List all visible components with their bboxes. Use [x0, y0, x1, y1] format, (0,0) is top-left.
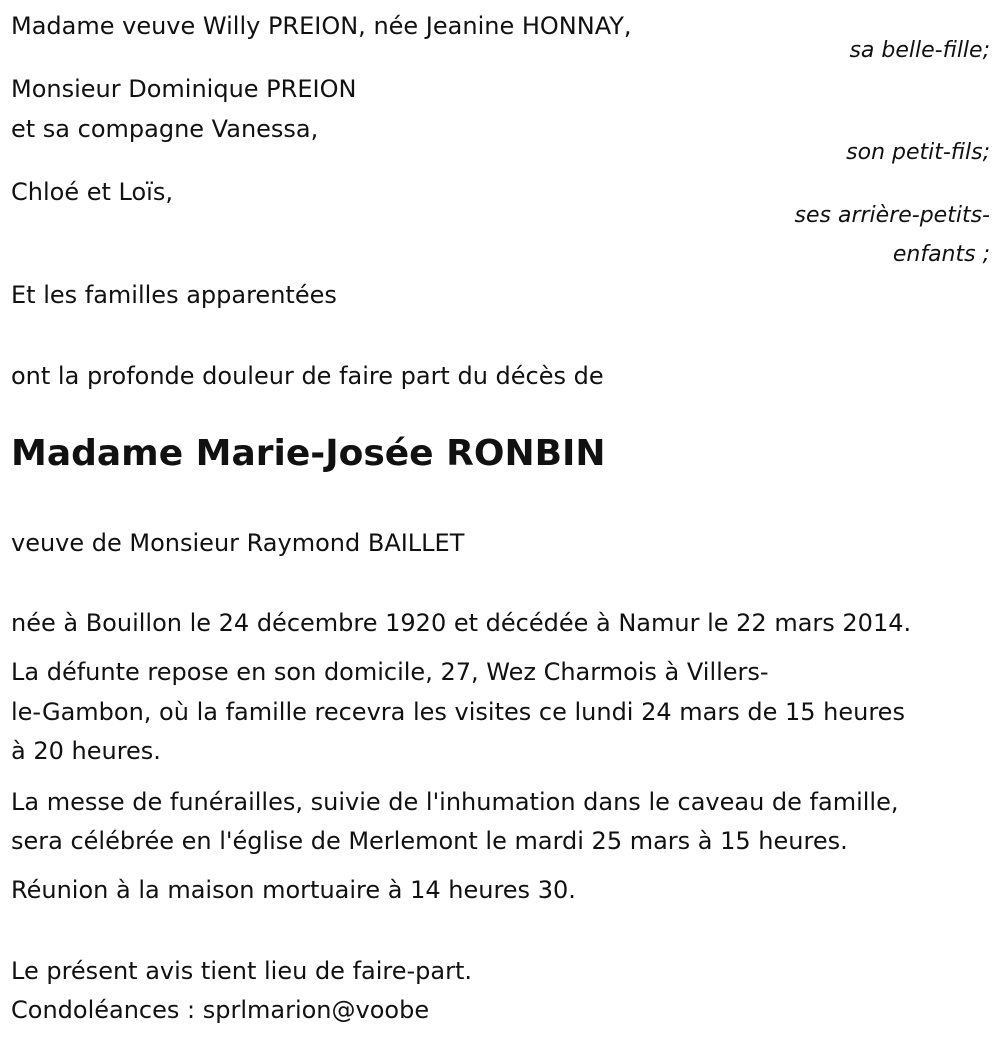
- repose-line-3: à 20 heures.: [11, 737, 161, 765]
- family-line-3: et sa compagne Vanessa,: [11, 115, 319, 143]
- family-line-5: Et les familles apparentées: [11, 281, 337, 309]
- family-line-1: Madame veuve Willy PREION, née Jeanine HONNAY,: [11, 12, 632, 40]
- relation-arriere-petits-enfants-1: ses arrière-petits-: [794, 203, 990, 228]
- mass-line-2: sera célébrée en l'église de Merlemont le mardi 25 mars à 15 heures.: [11, 827, 848, 855]
- announcement-text: ont la profonde douleur de faire part du décès de: [11, 362, 604, 390]
- birth-death-text: née à Bouillon le 24 décembre 1920 et décédée à Namur le 22 mars 2014.: [11, 609, 912, 637]
- mass-line-1: La messe de funérailles, suivie de l'inhumation dans le caveau de famille,: [11, 788, 899, 816]
- repose-line-1: La défunte repose en son domicile, 27, Wez Charmois à Villers-: [11, 658, 769, 686]
- widow-of-text: veuve de Monsieur Raymond BAILLET: [11, 529, 465, 557]
- deceased-name: Madame Marie-Josée RONBIN: [11, 433, 606, 474]
- notice-text: Le présent avis tient lieu de faire-part.: [11, 957, 473, 985]
- relation-arriere-petits-enfants-2: enfants ;: [892, 242, 990, 267]
- relation-belle-fille: sa belle-fille;: [849, 38, 990, 63]
- meeting-text: Réunion à la maison mortuaire à 14 heures 30.: [11, 876, 576, 904]
- condolences-text: Condoléances : sprlmarion@voobe: [11, 996, 430, 1024]
- relation-petit-fils: son petit-fils;: [846, 140, 990, 165]
- family-line-4: Chloé et Loïs,: [11, 178, 173, 206]
- repose-line-2: le-Gambon, où la famille recevra les visites ce lundi 24 mars de 15 heures: [11, 698, 905, 726]
- family-line-2: Monsieur Dominique PREION: [11, 75, 357, 103]
